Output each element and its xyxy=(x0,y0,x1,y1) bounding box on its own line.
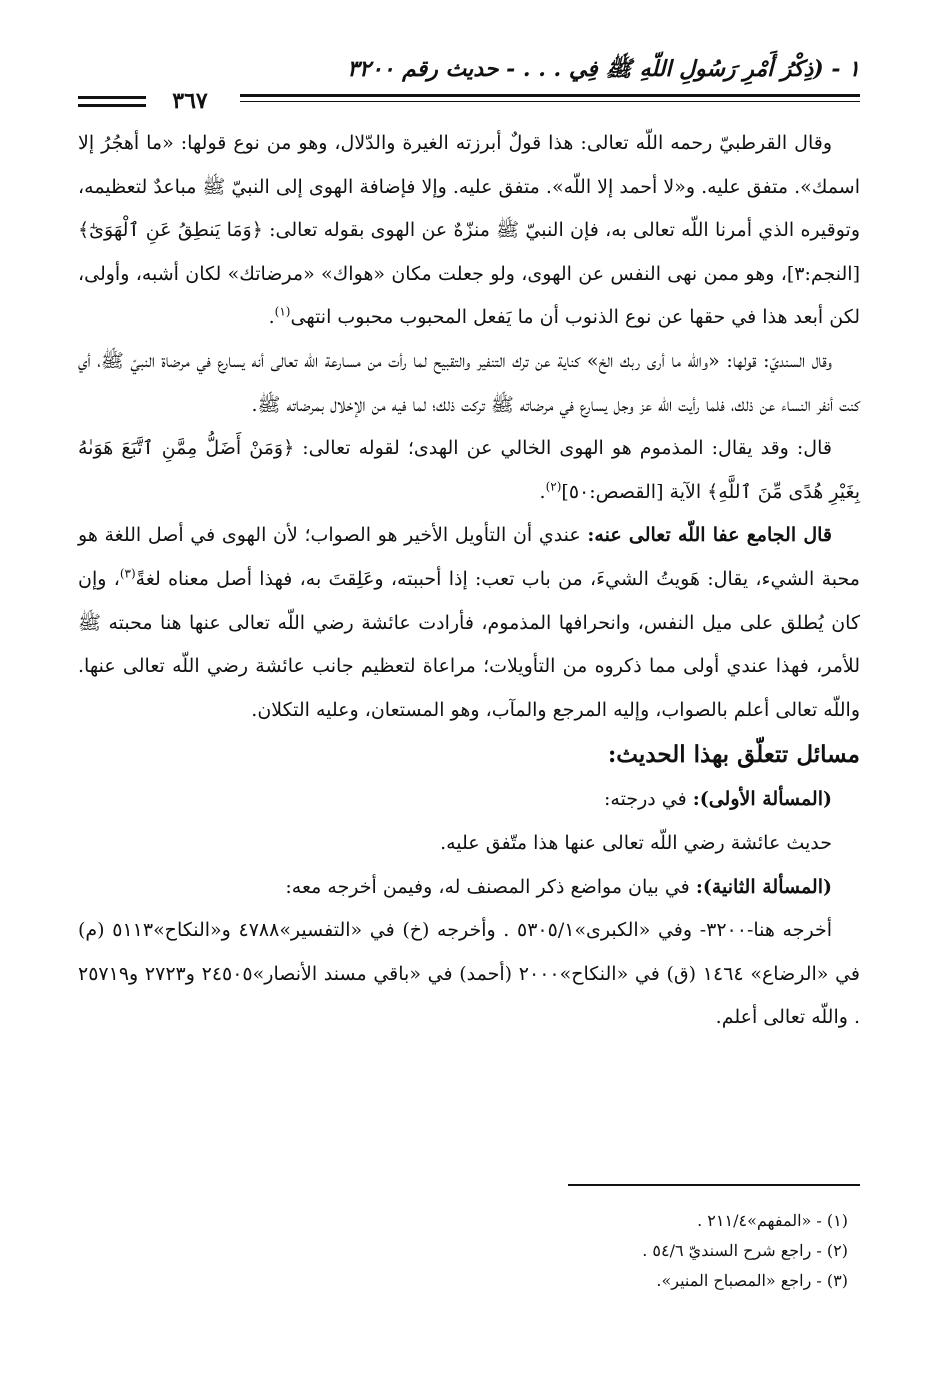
paragraph-huda: قال: وقد يقال: المذموم هو الهوى الخالي عن الهدى؛ لقوله تعالى: ﴿وَمَنْ أَضَلُّ مِمَّنِ ٱتَّبَعَ هَوَىٰهُ بِغَيْرِ هُدًى مِّنَ ٱللَّهِ﴾ الآية [القصص:٥٠]$^{(٢)}$. xyxy=(78,437,860,503)
question-1-title: في درجته: xyxy=(604,788,693,811)
footnote-2: (٢) - راجع شرح السنديّ ٥٤/٦ . xyxy=(642,1241,848,1260)
page-number-rule-bottom xyxy=(78,104,146,107)
paragraph-text: قال: وقد يقال: المذموم هو الهوى الخالي عن الهدى؛ لقوله تعالى: ﴿وَمَنْ أَضَلُّ مِمَّنِ ٱتَّبَعَ هَوَىٰهُ بِغَيْرِ هُدًى مِّنَ ٱللَّهِ﴾ الآية [القصص:٥٠] xyxy=(78,437,860,503)
question-2-title: في بيان مواضع ذكر المصنف له، وفيمن أخرجه معه: xyxy=(285,875,696,898)
running-header-title: ١ - (ذِكْرُ أَمْرِ رَسُولِ اللّهِ ﷺ فِي . . . - حديث رقم ٣٢٠٠ xyxy=(347,56,860,82)
question-2-label: (المسألة الثانية): xyxy=(695,875,832,898)
paragraph-text: ، وإن كان يُطلق على ميل النفس، وانحرافها المذموم، فأرادت عائشة رضي اللّه تعالى عنها هنا محبته ﷺ للأمر، فهذا عندي أولى مما ذكروه من التأويلات؛ مراعاة لتعظيم جانب عائشة رضي اللّه تعالى عنها. واللّه تعالى أعلم بالصواب، وإليه المرجع والمآب، وهو المستعان، وعليه التكلان. xyxy=(78,567,860,721)
footnote-separator xyxy=(568,1184,860,1186)
footnotes xyxy=(248,1206,848,1296)
main-text xyxy=(78,122,860,1040)
header-rule xyxy=(240,94,860,102)
question-2-text: أخرجه هنا-٣٢٠٠- وفي «الكبرى»٥٣٠٥/١ . وأخرجه (خ) في «التفسير»٤٧٨٨ و«النكاح»٥١١٣ (م) في «الرضاع» ١٤٦٤ (ق) في «النكاح»٢٠٠٠ (أحمد) في «باقي مسند الأنصار»٢٤٥٠٥ و٢٧٢٣ و٢٥٧١٩ . واللّه تعالى أعلم. xyxy=(78,919,860,1029)
footnote-ref-3: (٣) xyxy=(119,566,136,581)
footnote-ref-2: (٢) xyxy=(545,479,562,494)
paragraph-text: وقال القرطبيّ رحمه اللّه تعالى: هذا قولٌ أبرزته الغيرة والدّلال، وهو من نوع قولها: «ما أهجُرُ إلا اسمك». متفق عليه. و«لا أحمد إلا اللّه». متفق عليه. وإلا فإضافة الهوى إلى النبيّ ﷺ مباعدٌ لتعظيمه، وتوقيره الذي أمرنا اللّه تعالى به، فإن النبيّ ﷺ منزّهٌ عن الهوى بقوله تعالى: ﴿وَمَا يَنطِقُ عَنِ ٱلْهَوَىٰٓ﴾[النجم:٣]، وهو ممن نهى النفس عن الهوى، ولو جعلت مكان «هواك» «مرضاتك» لكان أشبه، وأولى، لكن أبعد هذا في حقها عن نوع الذنوب أن ما يَفعل المحبوب محبوب انتهى xyxy=(78,132,860,329)
question-1-label: (المسألة الأولى): xyxy=(692,788,832,811)
paragraph-sindi: وقال السنديّ: قولها: «واللّه ما أرى ربك الخ» كناية عن ترك التنفير والتقبيح لما رأت من مسارعة اللّه تعالى أنه يسارع في مرضاة النبيّ ﷺ، أي كنت أنفر النساء عن ذلك، فلما رأيت اللّه عز وجل يسارع في مرضاته ﷺ تركت ذلك؛ لما فيه من الإخلال بمرضاته ﷺ. xyxy=(78,349,860,416)
jami-lead: قال الجامع عفا اللّه تعالى عنه: xyxy=(587,524,833,547)
paragraph-text: عندي أن التأويل الأخير هو الصواب؛ لأن الهوى في أصل اللغة هو محبة الشيء، يقال: هَويتُ الشيءَ، من باب تعب: إذا أحببته، وعَلِقتَ به، فهذا أصل معناه لغةً xyxy=(78,524,860,590)
page-number: ٣٦٧ xyxy=(172,88,208,114)
section-title: مسائل تتعلّق بهذا الحديث: xyxy=(607,741,860,769)
question-2-heading xyxy=(78,866,860,910)
footnote-3: (٣) - راجع «المصباح المنير». xyxy=(656,1271,848,1290)
paragraph-qurtubi: وقال القرطبيّ رحمه اللّه تعالى: هذا قولٌ أبرزته الغيرة والدّلال، وهو من نوع قولها: «ما أهجُرُ إلا اسمك». متفق عليه. و«لا أحمد إلا اللّه». متفق عليه. وإلا فإضافة الهوى إلى النبيّ ﷺ مباعدٌ لتعظيمه، وتوقيره الذي أمرنا اللّه تعالى به، فإن النبيّ ﷺ منزّهٌ عن الهوى بقوله تعالى: ﴿وَمَا يَنطِقُ عَنِ ٱلْهَوَىٰٓ﴾[النجم:٣]، وهو ممن نهى النفس عن الهوى، ولو جعلت مكان «هواك» «مرضاتك» لكان أشبه، وأولى، لكن أبعد هذا في حقها عن نوع الذنوب أن ما يَفعل المحبوب محبوب انتهى$^{(١)}$. xyxy=(78,132,860,329)
footnote-ref-1: (١) xyxy=(274,305,291,320)
footnote-1: (١) - «المفهم»٢١١/٤ . xyxy=(697,1211,848,1230)
paragraph-jami xyxy=(78,514,860,732)
page-number-rule-top xyxy=(78,96,146,99)
question-1-text: حديث عائشة رضي اللّه تعالى عنها هذا متّفق عليه. xyxy=(440,831,832,854)
question-1-heading xyxy=(78,778,860,822)
